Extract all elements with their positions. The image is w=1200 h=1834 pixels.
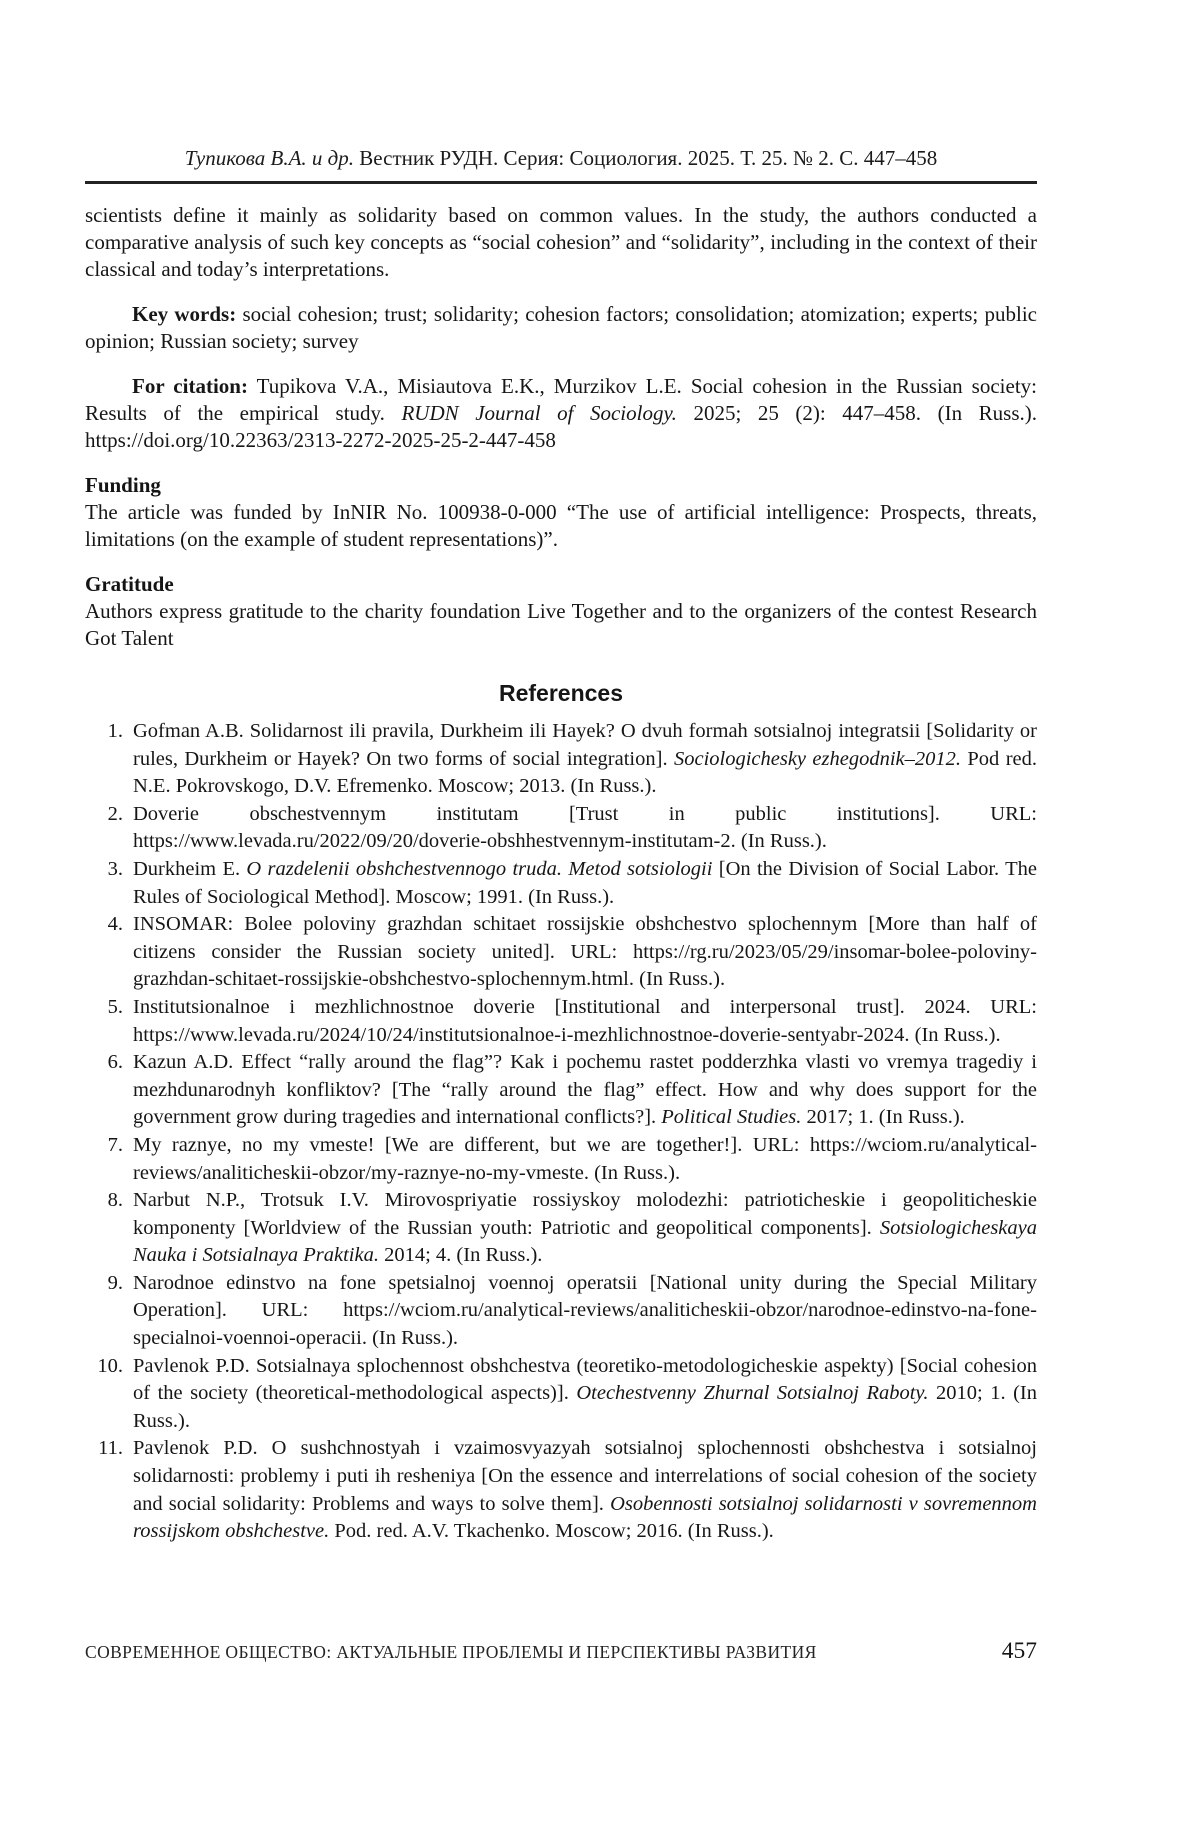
reference-item (85, 1270, 1037, 1353)
reference-item (85, 801, 1037, 856)
reference-text: My raznye, no my vmeste! [We are different, but we are together!]. URL: https://wciom.ru/analytical-reviews/analiticheskii-obzor/my-raznye-no-my-vmeste. (In Russ.). (133, 1133, 1037, 1184)
reference-text: Durkheim E. O razdelenii obshchestvennogo truda. Metod sotsiologii [On the Division of Social Labor. The Rules of Sociological Method]. Moscow; 1991. (In Russ.). (133, 857, 1037, 908)
reference-text: Narbut N.P., Trotsuk I.V. Mirovospriyatie rossiyskoy molodezhi: patrioticheskie i geopoliticheskie komponenty [Worldview of the Russian youth: Patriotic and geopolitical components]. Sotsiologicheskaya Nauka i Sotsialnaya Praktika. 2014; 4. (In Russ.). (133, 1189, 1037, 1267)
citation-paragraph (85, 373, 1037, 454)
keywords-paragraph (85, 301, 1037, 355)
reference-number: 5. (107, 995, 123, 1018)
funding-text: The article was funded by InNIR No. 100938-0-000 “The use of artificial intelligence: Prospects, threats, limitations (on the example of student representations)”. (85, 500, 1037, 551)
running-header-source: Вестник РУДН. Серия: Социология. 2025. Т. 25. № 2. С. 447–458 (359, 146, 938, 170)
reference-item (85, 1435, 1037, 1545)
reference-number: 7. (107, 1133, 123, 1156)
reference-number: 11. (98, 1437, 123, 1460)
reference-item (85, 1049, 1037, 1132)
reference-text: Doverie obschestvennym institutam [Trust in public institutions]. URL: https://www.levada.ru/2022/09/20/doverie-obshhestvennym-institutam-2. (In Russ.). (133, 802, 1037, 853)
header-rule (85, 181, 1037, 184)
page-number: 457 (1001, 1638, 1037, 1664)
reference-number: 6. (107, 1051, 123, 1074)
reference-item (85, 718, 1037, 801)
running-header-authors: Тупикова В.А. и др. (184, 146, 355, 170)
reference-number: 10. (97, 1354, 123, 1377)
citation-label: For citation: (132, 374, 248, 398)
reference-item (85, 1187, 1037, 1270)
reference-item (85, 1132, 1037, 1187)
reference-text: INSOMAR: Bolee poloviny grazhdan schitaet rossijskie obshchestvo splochennym [More than half of citizens consider the Russian society united]. URL: https://rg.ru/2023/05/29/insomar-bolee-poloviny-grazhdan-schitaet-rossijskie-obshchestvo-splochennym.html. (In Russ.). (133, 913, 1037, 991)
funding-heading: Funding (85, 473, 161, 497)
abstract-continuation: scientists define it mainly as solidarity based on common values. In the study, the authors conducted a comparative analysis of such key concepts as “social cohesion” and “solidarity”, including in the context of their classical and today’s interpretations. (85, 203, 1037, 281)
page-footer (85, 1638, 1037, 1665)
reference-number: 8. (107, 1189, 123, 1212)
references-heading: References (498, 680, 624, 706)
reference-text: Narodnoe edinstvo na fone spetsialnoj voennoj operatsii [National unity during the Special Military Operation]. URL: https://wciom.ru/analytical-reviews/analiticheskii-obzor/narodnoe-edinstvo-na-fone-specialnoi-voennoi-operacii. (In Russ.). (133, 1271, 1037, 1350)
reference-text: Pavlenok P.D. Sotsialnaya splochennost obshchestva (teoretiko-metodologicheskie aspekty) [Social cohesion of the society (theoretical-methodological aspects)]. Otechestvenny Zhurnal Sotsialnoj Raboty. 2010; 1. (In Russ.). (133, 1354, 1037, 1432)
reference-text: Gofman A.B. Solidarnost ili pravila, Durkheim ili Hayek? O dvuh formah sotsialnoj integratsii [Solidarity or rules, Durkheim or Hayek? On two forms of social integration]. Sociologichesky ezhegodnik–2012. Pod red. N.E. Pokrovskogo, D.V. Efremenko. Moscow; 2013. (In Russ.). (133, 720, 1037, 798)
reference-number: 2. (107, 802, 123, 825)
gratitude-section (85, 571, 1037, 652)
reference-number: 9. (107, 1271, 123, 1294)
gratitude-heading: Gratitude (85, 572, 174, 596)
keywords-text: social cohesion; trust; solidarity; cohesion factors; consolidation; atomization; experts; public opinion; Russian society; survey (85, 302, 1037, 353)
journal-page (85, 0, 1037, 1834)
reference-item (85, 856, 1037, 911)
reference-number: 1. (107, 720, 123, 742)
keywords-label: Key words: (132, 302, 237, 326)
citation-text: Tupikova V.A., Misiautova E.K., Murzikov L.E. Social cohesion in the Russian society: Results of the empirical study. RUDN Journal of Sociology. 2025; 25 (2): 447–458. (In Russ.). https://doi.org/10.22363/2313-2272-2025-25-2-447-458 (85, 374, 1037, 452)
reference-item (85, 1353, 1037, 1436)
gratitude-text: Authors express gratitude to the charity foundation Live Together and to the organizers of the contest Research Got Talent (85, 599, 1037, 650)
reference-item (85, 994, 1037, 1049)
reference-number: 3. (107, 857, 123, 880)
funding-section (85, 472, 1037, 553)
references-list (85, 718, 1037, 1546)
running-header (85, 145, 1037, 172)
reference-item (85, 911, 1037, 994)
reference-text: Pavlenok P.D. O sushchnostyah i vzaimosvyazyah sotsialnoj splochennosti obshchestva i sotsialnoj solidarnosti: problemy i puti ih resheniya [On the essence and interrelations of social cohesion of the society and social solidarity: Problems and ways to solve them]. Osobennosti sotsialnoj solidarnosti v sovremennom rossijskom obshchestve. Pod. red. A.V. Tkachenko. Moscow; 2016. (In Russ.). (133, 1437, 1037, 1543)
footer-section-title: СОВРЕМЕННОЕ ОБЩЕСТВО: АКТУАЛЬНЫЕ ПРОБЛЕМЫ И ПЕРСПЕКТИВЫ РАЗВИТИЯ (85, 1642, 817, 1662)
reference-text: Institutsionalnoe i mezhlichnostnoe doverie [Institutional and interpersonal trust]. 2024. URL: https://www.levada.ru/2024/10/24/institutsionalnoe-i-mezhlichnostnoe-doverie-sentyabr-2024. (In Russ.). (133, 995, 1037, 1046)
reference-text: Kazun A.D. Effect “rally around the flag”? Kak i pochemu rastet podderzhka vlasti vo vremya tragediy i mezhdunarodnyh konfliktov? [The “rally around the flag” effect. How and why does support for the government grow during tragedies and international conflicts?]. Political Studies. 2017; 1. (In Russ.). (133, 1051, 1037, 1129)
reference-number: 4. (107, 913, 123, 936)
